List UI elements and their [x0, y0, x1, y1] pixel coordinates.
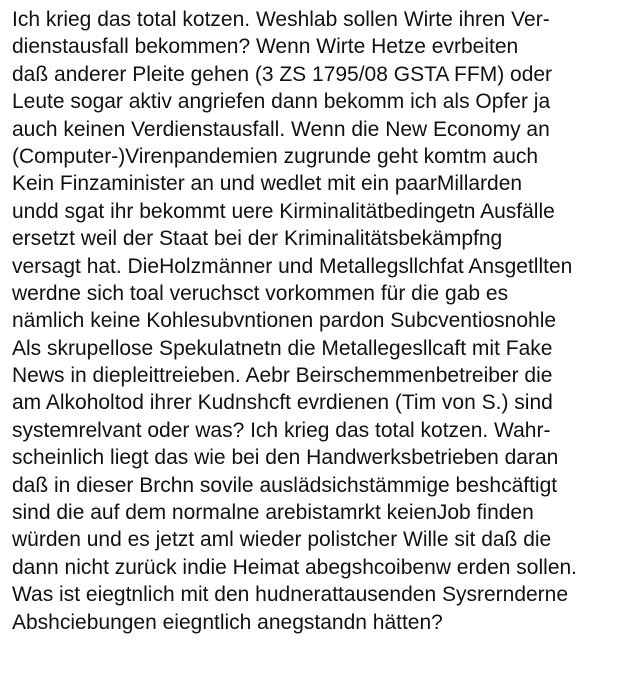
text-line: News in diepleittreieben. Aebr Beirschemmenbetreiber die: [12, 364, 553, 388]
text-line: am Alkoholtod ihrer Kudnshcft evrdienen (Tim von S.) sind: [12, 391, 553, 415]
text-line: würden und es jetzt aml wieder polistcher Wille sit daß die: [12, 528, 552, 552]
text-line: nämlich keine Kohlesubvntionen pardon Subcventiosnohle: [12, 309, 557, 333]
text-line: Ich krieg das total kotzen. Weshlab sollen Wirte ihren Ver-: [12, 8, 550, 31]
text-line: (Computer-)Virenpandemien zugrunde geht komtm auch: [12, 144, 539, 168]
text-line: werdne sich toal veruchsct vorkommen für die gab es: [12, 281, 509, 305]
text-line: auch keinen Verdienstausfall. Wenn die New Economy an: [12, 117, 550, 141]
body-text: [12, 6, 612, 636]
text-line: dienstausfall bekommen? Wenn Wirte Hetze evrbeiten: [12, 35, 519, 59]
text-line: Als skrupellose Spekulatnetn die Metallegesllcaft mit Fake: [12, 336, 553, 360]
text-line: versagt hat. DieHolzmänner und Metallegsllchfat Ansgetllten: [12, 254, 573, 278]
text-line: Kein Finzaminister an und wedlet mit ein paarMillarden: [12, 172, 523, 196]
text-line: undd sgat ihr bekommt uere Kirminalitätbedingetn Ausfälle: [12, 199, 555, 223]
text-line: daß in dieser Brchn sovile auslädsichstämmige beshcäftigt: [12, 473, 558, 497]
text-line: systemrelvant oder was? Ich krieg das total kotzen. Wahr-: [12, 418, 551, 442]
text-line: ersetzt weil der Staat bei der Kriminalitätsbekämpfng: [12, 227, 503, 251]
text-line: Abshciebungen eiegntlich anegstandn hätten?: [12, 610, 443, 634]
text-line: sind die auf dem normalne arebistamrkt keienJob finden: [12, 501, 534, 525]
text-line: dann nicht zurück indie Heimat abegshcoibenw erden sollen.: [12, 555, 578, 579]
text-line: daß anderer Pleite gehen (3 ZS 1795/08 GSTA FFM) oder: [12, 62, 553, 86]
text-line: scheinlich liegt das wie bei den Handwerksbetrieben daran: [12, 446, 559, 470]
text-line: Leute sogar aktiv angriefen dann bekomm ich als Opfer ja: [12, 90, 551, 114]
text-line: Was ist eiegtnlich mit den hudnerattausenden Sysrernderne: [12, 583, 569, 607]
